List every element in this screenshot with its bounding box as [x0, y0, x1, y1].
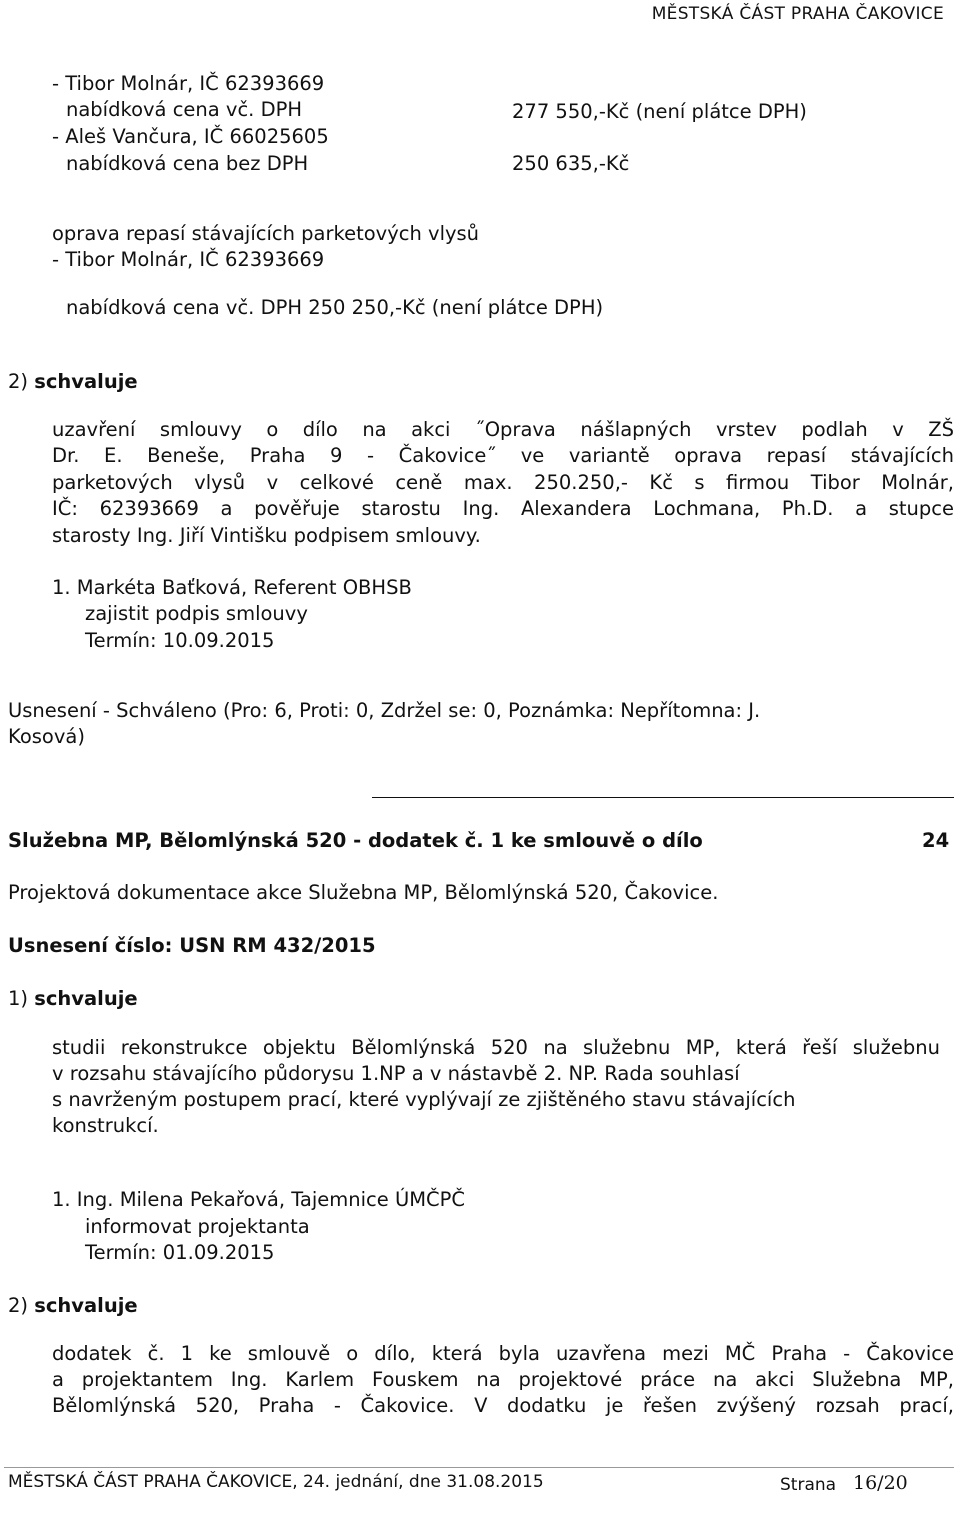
task-2-deadline: Termín: 01.09.2015: [85, 1241, 275, 1264]
resolution-result-line-1: Usnesení - Schváleno (Pro: 6, Proti: 0, Zdržel se: 0, Poznámka: Nepřítomna: J.: [8, 699, 761, 722]
item-2-heading: [8, 371, 138, 393]
task-2-assignee: 1. Ing. Milena Pekařová, Tajemnice ÚMČPČ: [52, 1188, 466, 1211]
item-1-heading-text: 1) schvaluje: [8, 987, 138, 1010]
resolution-number: Usnesení číslo: USN RM 432/2015: [8, 934, 376, 957]
header-title: MĚSTSKÁ ČÁST PRAHA ČAKOVICE: [651, 4, 944, 24]
bidder-1-price-label: nabídková cena vč. DPH: [66, 98, 303, 121]
item-2b-heading-text: 2) schvaluje: [8, 1294, 138, 1317]
item-1-line-4: konstrukcí.: [52, 1114, 159, 1137]
repair-price: nabídková cena vč. DPH 250 250,-Kč (není plátce DPH): [66, 296, 604, 319]
item-1-line-3: s navrženým postupem prací, které vyplývají ze zjištěného stavu stávajících: [52, 1088, 796, 1111]
item-2-heading-text: 2) schvaluje: [8, 370, 138, 393]
footer-meeting-info: MĚSTSKÁ ČÁST PRAHA ČAKOVICE, 24. jednání, dne 31.08.2015: [8, 1472, 544, 1492]
task-1-assignee: 1. Markéta Baťková, Referent OBHSB: [52, 576, 412, 599]
item-2b-line-1: dodatek č. 1 ke smlouvě o dílo, která byla uzavřena mezi MČ Praha - Čakovice: [52, 1342, 954, 1365]
task-1-deadline: Termín: 10.09.2015: [85, 629, 275, 652]
item-2-line-1: uzavření smlouvy o dílo na akci ˝Oprava nášlapných vrstev podlah v ZŠ: [52, 418, 954, 441]
footer-page-label: Strana: [780, 1475, 837, 1495]
item-2-line-5: starosty Ing. Jiří Vintišku podpisem smlouvy.: [52, 524, 481, 547]
section-divider: [372, 797, 954, 798]
bidder-1-price: 277 550,-Kč (není plátce DPH): [512, 100, 807, 123]
page-header: [0, 0, 960, 30]
repair-bidder: - Tibor Molnár, IČ 62393669: [52, 248, 325, 271]
item-2b-heading: [8, 1295, 138, 1317]
footer-page-number: 16/20: [853, 1472, 908, 1494]
section-number: 24: [922, 829, 950, 852]
section-title: Služebna MP, Bělomlýnská 520 - dodatek č. 1 ke smlouvě o dílo: [8, 829, 703, 852]
bidder-2-price-label: nabídková cena bez DPH: [66, 152, 309, 175]
task-2-action: informovat projektanta: [85, 1215, 310, 1238]
item-2-line-2: Dr. E. Beneše, Praha 9 - Čakovice˝ ve variantě oprava repasí stávajících: [52, 444, 954, 467]
item-1-line-2: v rozsahu stávajícího půdorysu 1.NP a v nástavbě 2. NP. Rada souhlasí: [52, 1062, 740, 1085]
section-subtitle: Projektová dokumentace akce Služebna MP, Bělomlýnská 520, Čakovice.: [8, 881, 719, 904]
resolution-result-line-2: Kosová): [8, 725, 85, 748]
bidder-1: - Tibor Molnár, IČ 62393669: [52, 72, 325, 95]
item-2b-line-3: Bělomlýnská 520, Praha - Čakovice. V dodatku je řešen zvýšený rozsah prací,: [52, 1394, 954, 1417]
bidder-2: - Aleš Vančura, IČ 66025605: [52, 125, 329, 148]
task-1-action: zajistit podpis smlouvy: [85, 602, 308, 625]
footer-rule: [4, 1467, 954, 1468]
repair-variant: oprava repasí stávajících parketových vlysů: [52, 222, 480, 245]
item-2b-line-2: a projektantem Ing. Karlem Fouskem na projektové práce na akci Služebna MP,: [52, 1368, 954, 1391]
item-1-line-1: studii rekonstrukce objektu Bělomlýnská 520 na služebnu MP, která řeší služebnu: [52, 1036, 940, 1059]
item-2-line-4: IČ: 62393669 a pověřuje starostu Ing. Alexandera Lochmana, Ph.D. a stupce: [52, 497, 954, 520]
item-2-line-3: parketových vlysů v celkové ceně max. 250.250,- Kč s firmou Tibor Molnár,: [52, 471, 954, 494]
item-1-heading: [8, 988, 138, 1010]
bidder-2-price: 250 635,-Kč: [512, 152, 630, 175]
